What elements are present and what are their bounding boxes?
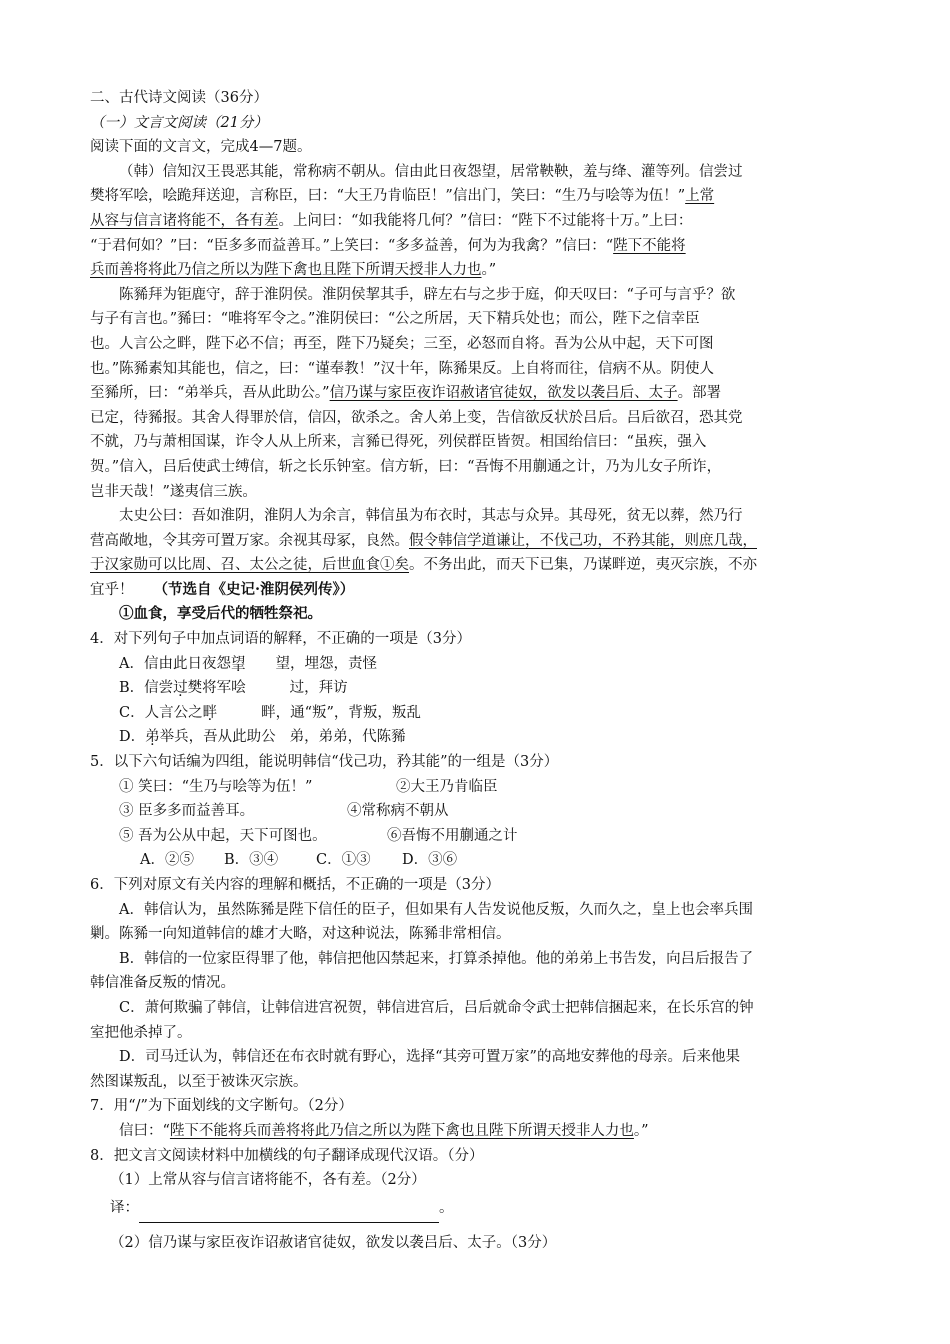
question-7 — [90, 1094, 870, 1143]
question-stem: 6．下列对原文有关内容的理解和概括，不正确的一项是（3分） — [90, 877, 500, 893]
question-6 — [90, 873, 870, 1094]
passage-line: 至豨所，曰：“弟举兵，吾从此助公。”信乃谋与家臣夜诈诏赦诸官徒奴，欲发以袭吕后、太子。部署 — [90, 385, 722, 402]
underlined-sentence: 陛下不能将 — [613, 237, 686, 254]
passage-line: 樊将军哙，哙跪拜送迎，言称臣，曰：“大王乃肯临臣！”信出门，笑曰：“生乃与哙等为伍！”上常 — [90, 188, 715, 205]
option-c-cont: 室把他杀掉了。 — [90, 1024, 192, 1041]
option-d: D．司马迁认为，韩信还在布衣时就有野心，选择“其旁可置万家”的高地安葬他的母亲。后来他果 — [119, 1049, 740, 1066]
underlined-sentence: 假令韩信学道谦让，不伐己功，不矜其能，则庶几哉， — [409, 532, 757, 549]
option-c: C．人言公之畔 畔，通“叛”，背叛，叛乱 — [119, 704, 421, 721]
passage-line: “于君何如？”曰：“臣多多而益善耳。”上笑曰：“多多益善，何为为我禽？”信曰：“陛下不能将 — [90, 237, 686, 254]
instruction: 阅读下面的文言文，完成4—7题。 — [90, 139, 312, 156]
question-8 — [90, 1144, 870, 1256]
q7-sentence: 信曰：“陛下不能将兵而善将将此乃信之所以为陛下禽也且陛下所谓天授非人力也。” — [119, 1122, 649, 1139]
underlined-sentence: 于汉家勋可以比周、召、太公之徒，后世血食①矣 — [90, 557, 409, 574]
question-4 — [90, 627, 870, 750]
passage-line: 兵而善将将此乃信之所以为陛下禽也且陛下所谓天授非人力也。” — [90, 262, 497, 279]
subsection-heading: （一）文言文阅读（21分） — [90, 114, 268, 131]
q5-row: ③ 臣多多而益善耳。 ④常称病不朝从 — [119, 803, 449, 820]
exam-page — [90, 86, 870, 1255]
passage-line: 岂非天哉！”遂夷信三族。 — [90, 483, 257, 500]
underlined-sentence: 从容与信言诸将能不，各有差 — [90, 212, 279, 229]
option-c: C．萧何欺骗了韩信，让韩信进宫祝贺，韩信进宫后，吕后就命令武士把韩信捆起来，在长乐宫的钟 — [119, 999, 754, 1016]
source-citation: （节选自《史记·淮阴侯列传》） — [153, 580, 355, 598]
passage-line: 已定，待豨报。其舍人得罪於信，信囚，欲杀之。舍人弟上变，告信欲反状於吕后。吕后欲召，恐其党 — [90, 409, 743, 426]
passage-line: 太史公曰：吾如淮阴，淮阴人为余言，韩信虽为布衣时，其志与众异。其母死，贫无以葬，然乃行 — [119, 508, 743, 525]
question-stem: 4．对下列句子中加点词语的解释，不正确的一项是（3分） — [90, 631, 471, 648]
underlined-sentence: 兵而善将将此乃信之所以为陛下禽也且陛下所谓天授非人力也 — [90, 262, 482, 279]
option-d: D．弟举兵，吾从此助公 弟，弟弟，代陈豨 — [119, 729, 406, 746]
option-a: A．韩信认为，虽然陈豨是陛下信任的臣子，但如果有人告发说他反叛，久而久之，皇上也会率兵围 — [119, 901, 753, 918]
passage-line: 贺。”信入，吕后使武士缚信，斩之长乐钟室。信方斩，曰：“吾悔不用蒯通之计，乃为儿女子所诈， — [90, 458, 722, 475]
passage-line: 宜乎！ （节选自《史记·淮阴侯列传》） — [90, 580, 355, 598]
q5-row: ① 笑曰：“生乃与哙等为伍！” ②大王乃肯临臣 — [119, 778, 498, 795]
underlined-sentence: 陛下不能将兵而善将将此乃信之所以为陛下禽也且陛下所谓天授非人力也 — [169, 1122, 634, 1139]
passage-line: 也。人言公之畔，陛下必不信；再至，陛下乃疑矣；三至，必怒而自将。吾为公从中起，天下可图 — [90, 335, 714, 352]
passage-line: 也。”陈豨素知其能也，信之，曰：“谨奉教！”汉十年，陈豨果反。上自将而往，信病不从。阴使人 — [90, 360, 714, 377]
question-stem: 7．用“/”为下面划线的文字断句。（2分） — [90, 1098, 353, 1115]
passage-line: 与子有言也。”豨曰：“唯将军令之。”淮阴侯曰：“公之所居，天下精兵处也；而公，陛下之信幸臣 — [90, 311, 700, 328]
question-5 — [90, 750, 870, 873]
option-b: B．韩信的一位家臣得罪了他，韩信把他囚禁起来，打算杀掉他。他的弟弟上书告发，向吕后报告了 — [119, 950, 754, 967]
passage-line: 于汉家勋可以比周、召、太公之徒，后世血食①矣。不务出此，而天下已集，乃谋畔逆，夷灭宗族，不亦 — [90, 557, 757, 574]
passage — [90, 160, 870, 627]
passage-line: 不就，乃与萧相国谋，诈令人从上所来，言豨已得死，列侯群臣皆贺。相国绐信曰：“虽疾，强入 — [90, 434, 707, 451]
option-a: A．信由此日夜怨望 望，埋怨，责怪 — [119, 655, 377, 672]
question-stem: 8．把文言文阅读材料中加横线的句子翻译成现代汉语。（分） — [90, 1147, 484, 1164]
option-b: B．信尝过樊将军哙 过，拜访 — [119, 680, 348, 697]
q5-row: ⑤ 吾为公从中起，天下可图也。 ⑥吾悔不用蒯通之计 — [119, 827, 518, 844]
option-a-cont: 剿。陈豨一向知道韩信的雄才大略，对这种说法，陈豨非常相信。 — [90, 926, 511, 943]
passage-line: 陈豨拜为钜鹿守，辞于淮阴侯。淮阴侯挈其手，辟左右与之步于庭，仰天叹曰：“子可与言乎？欲 — [119, 286, 736, 303]
q5-choices: A．②⑤ B．③④ C．①③ D．③⑥ — [140, 852, 458, 869]
answer-blank[interactable] — [139, 1206, 439, 1223]
passage-line: （韩）信知汉王畏恶其能，常称病不朝从。信由此日夜怨望，居常鞅鞅，羞与绛、灌等列。信尝过 — [119, 163, 743, 180]
q8-sentence-1: （1）上常从容与信言诸将能不，各有差。（2分） — [110, 1172, 426, 1189]
passage-line: 营高敞地，令其旁可置万家。余视其母冢，良然。假令韩信学道谦让，不伐己功，不矜其能，则庶几哉， — [90, 532, 757, 549]
option-d-cont: 然图谋叛乱，以至于被诛灭宗族。 — [90, 1073, 308, 1090]
footnote: ①血食，享受后代的牺牲祭祀。 — [119, 605, 322, 623]
underlined-sentence: 信乃谋与家臣夜诈诏赦诸官徒奴，欲发以袭吕后、太子 — [329, 385, 678, 402]
question-stem: 5．以下六句话编为四组，能说明韩信“伐己功，矜其能”的一组是（3分） — [90, 754, 559, 771]
passage-line: 从容与信言诸将能不，各有差。上问曰：“如我能将几何？”信曰：“陛下不过能将十万。”上曰： — [90, 212, 693, 229]
q8-sentence-2: （2）信乃谋与家臣夜诈诏赦诸官徒奴，欲发以袭吕后、太子。（3分） — [110, 1234, 557, 1251]
section-heading: 二、古代诗文阅读（36分） — [90, 90, 268, 106]
underlined-sentence: 上常 — [685, 188, 715, 205]
option-b-cont: 韩信准备反叛的情况。 — [90, 975, 235, 992]
translation-line: 译： 。 — [90, 1193, 870, 1223]
